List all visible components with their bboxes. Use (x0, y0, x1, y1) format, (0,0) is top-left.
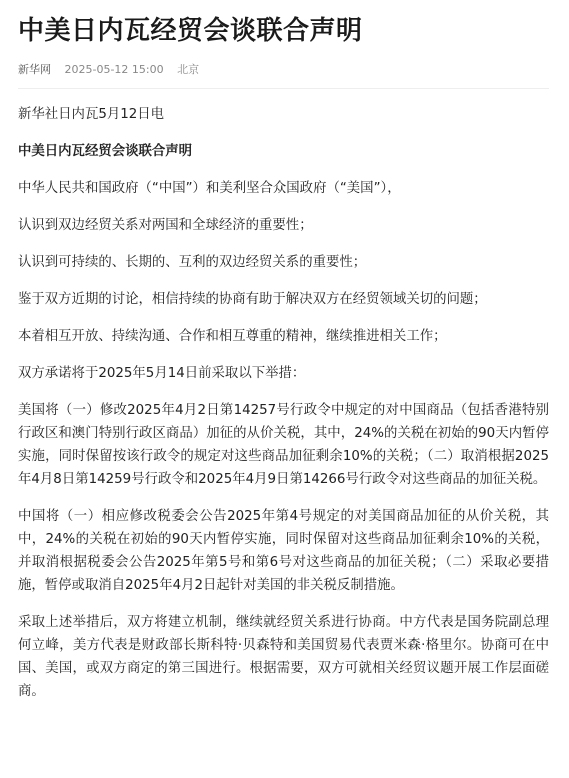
body-paragraph: 认识到可持续的、长期的、互利的双边经贸关系的重要性； (18, 255, 367, 270)
statement-heading: 中美日内瓦经贸会谈联合声明 (18, 144, 193, 159)
body-paragraph: 双方承诺将于2025年5月14日前采取以下举措： (18, 366, 306, 381)
article-datetime: 2025-05-12 15:00 (64, 63, 164, 76)
china-measures-paragraph: 中国将（一）相应修改税委会公告2025年第4号规定的对美国商品加征的从价关税，其中，24%的关税在初始的90天内暂停实施，同时保留对这些商品加征剩余10%的关税，并取消根据税委会公告2025年第5号和第6号对这些商品的加征关税；（二）采取必要措施，暂停或取消自2025年4月2日起针对美国的非关税反制措施。 (18, 509, 549, 593)
mechanism-paragraph: 采取上述举措后，双方将建立机制，继续就经贸关系进行协商。中方代表是国务院副总理何立峰，美方代表是财政部长斯科特·贝森特和美国贸易代表贾米森·格里尔。协商可在中国、美国，或双方商定的第三国进行。根据需要，双方可就相关经贸议题开展工作层面磋商。 (18, 615, 549, 699)
article-meta (18, 62, 549, 78)
article-source[interactable]: 新华网 (18, 63, 51, 76)
body-paragraph: 认识到双边经贸关系对两国和全球经济的重要性； (18, 218, 313, 233)
dateline-paragraph: 新华社日内瓦5月12日电 (18, 107, 165, 122)
body-paragraph: 中华人民共和国政府（“中国”）和美利坚合众国政府（“美国”）， (18, 181, 401, 196)
article-title: 中美日内瓦经贸会谈联合声明 (18, 16, 363, 46)
us-measures-paragraph: 美国将（一）修改2025年4月2日第14257号行政令中规定的对中国商品（包括香港特别行政区和澳门特别行政区商品）加征的从价关税，其中，24%的关税在初始的90天内暂停实施，同时保留按该行政令的规定对这些商品加征剩余10%的关税；（二）取消根据2025年4月8日第14259号行政令和2025年4月9日第14266号行政令对这些商品的加征关税。 (18, 403, 549, 487)
meta-divider (18, 88, 549, 89)
article-location: 北京 (177, 63, 200, 76)
body-paragraph: 鉴于双方近期的讨论，相信持续的协商有助于解决双方在经贸领域关切的问题； (18, 292, 487, 307)
body-paragraph: 本着相互开放、持续沟通、合作和相互尊重的精神，继续推进相关工作； (18, 329, 447, 344)
article-body (18, 103, 549, 703)
